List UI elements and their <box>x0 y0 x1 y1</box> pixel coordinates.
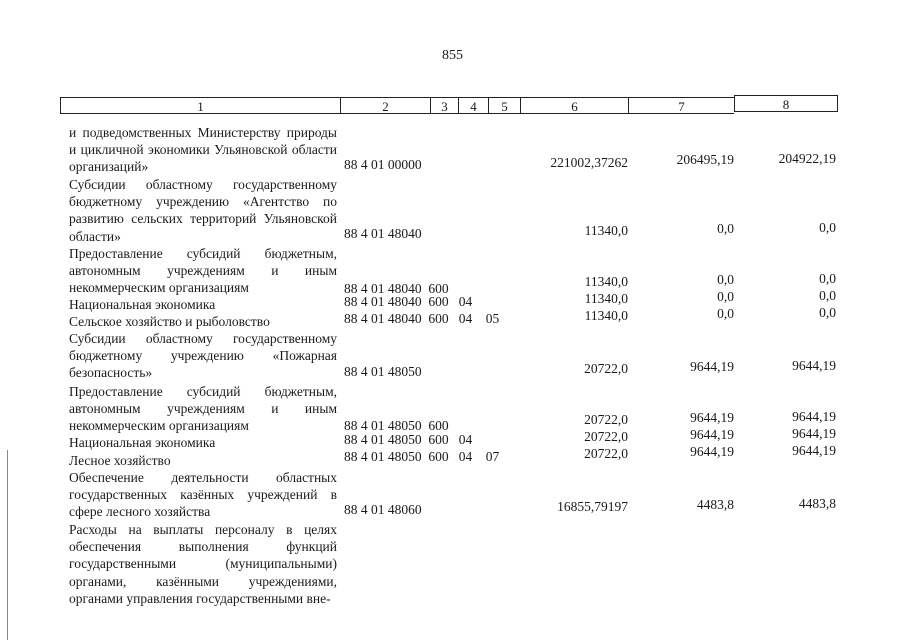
row-description: Национальная экономика <box>69 435 216 450</box>
row-description: Национальная экономика <box>69 297 216 312</box>
row-value-col7: 0,0 <box>717 289 734 304</box>
row-code: 88 4 01 48050 600 04 07 <box>344 449 500 464</box>
row-value-col6: 20722,0 <box>584 412 628 427</box>
row-code: 88 4 01 00000 <box>344 157 422 172</box>
header-col-6: 6 <box>520 97 628 114</box>
row-code: 88 4 01 48050 600 04 <box>344 432 473 447</box>
row-value-col7: 0,0 <box>717 306 734 321</box>
row-code: 88 4 01 48050 600 <box>344 418 449 433</box>
row-value-col8: 0,0 <box>819 288 836 303</box>
row-value-col6: 20722,0 <box>584 446 628 461</box>
row-value-col8: 0,0 <box>819 220 836 235</box>
header-col-5: 5 <box>488 97 520 114</box>
row-code: 88 4 01 48040 <box>344 226 422 241</box>
header-col-1: 1 <box>60 97 340 114</box>
row-description: Предоставление субсидий бюджетным, автономным учреждениям и иным некоммерческим организациям <box>69 246 337 296</box>
row-value-col7: 9644,19 <box>690 359 734 374</box>
row-value-col7: 9644,19 <box>690 410 734 425</box>
row-description: и подведомственных Министерству природы и цикличной экономики Ульяновской области организаций» <box>69 125 337 175</box>
row-code: 88 4 01 48050 <box>344 364 422 379</box>
row-description: Предоставление субсидий бюджетным, автономным учреждениям и иным некоммерческим организациям <box>69 384 337 434</box>
row-value-col8: 9644,19 <box>792 358 836 373</box>
row-description: Субсидии областному государственному бюджетному учреждению «Пожарная безопасность» <box>69 331 337 381</box>
row-value-col7: 9644,19 <box>690 427 734 442</box>
row-value-col7: 0,0 <box>717 221 734 236</box>
row-value-col7: 4483,8 <box>696 497 734 512</box>
row-value-col6: 11340,0 <box>584 308 628 323</box>
row-value-col8: 0,0 <box>819 271 836 286</box>
row-description: Лесное хозяйство <box>69 453 171 468</box>
row-value-col7: 206495,19 <box>676 152 734 167</box>
row-description: Расходы на выплаты персоналу в целях обеспечения выполнения функций государственными (муниципальными) органами, казёнными учреждениями, органами управления государственными вне- <box>69 522 337 606</box>
row-code: 88 4 01 48040 600 04 <box>344 294 473 309</box>
row-value-col8: 0,0 <box>819 305 836 320</box>
row-value-col6: 11340,0 <box>584 291 628 306</box>
row-value-col7: 0,0 <box>717 272 734 287</box>
header-col-3: 3 <box>430 97 458 114</box>
header-col-8: 8 <box>734 95 838 112</box>
row-value-col6: 11340,0 <box>584 274 628 289</box>
row-value-col6: 16855,79197 <box>557 499 628 514</box>
row-description: Обеспечение деятельности областных государственных казённых учреждений в сфере лесного хозяйства <box>69 470 337 520</box>
header-col-7: 7 <box>628 97 734 114</box>
row-description: Субсидии областному государственному бюджетному учреждению «Агентство по развитию сельских территорий Ульяновской области» <box>69 177 337 244</box>
row-value-col8: 4483,8 <box>798 496 836 511</box>
header-col-2: 2 <box>340 97 430 114</box>
row-value-col8: 9644,19 <box>792 409 836 424</box>
row-value-col7: 9644,19 <box>690 444 734 459</box>
page-edge-line <box>7 450 8 640</box>
row-value-col8: 204922,19 <box>778 151 836 166</box>
row-value-col6: 221002,37262 <box>550 155 628 170</box>
row-code: 88 4 01 48060 <box>344 502 422 517</box>
row-value-col8: 9644,19 <box>792 426 836 441</box>
row-value-col6: 20722,0 <box>584 361 628 376</box>
row-description: Сельское хозяйство и рыболовство <box>69 314 270 329</box>
row-value-col6: 11340,0 <box>584 223 628 238</box>
header-col-4: 4 <box>458 97 488 114</box>
page-number: 855 <box>442 48 463 63</box>
row-value-col8: 9644,19 <box>792 443 836 458</box>
row-code: 88 4 01 48040 600 04 05 <box>344 311 500 326</box>
row-code: 88 4 01 48040 600 <box>344 281 449 296</box>
row-value-col6: 20722,0 <box>584 429 628 444</box>
